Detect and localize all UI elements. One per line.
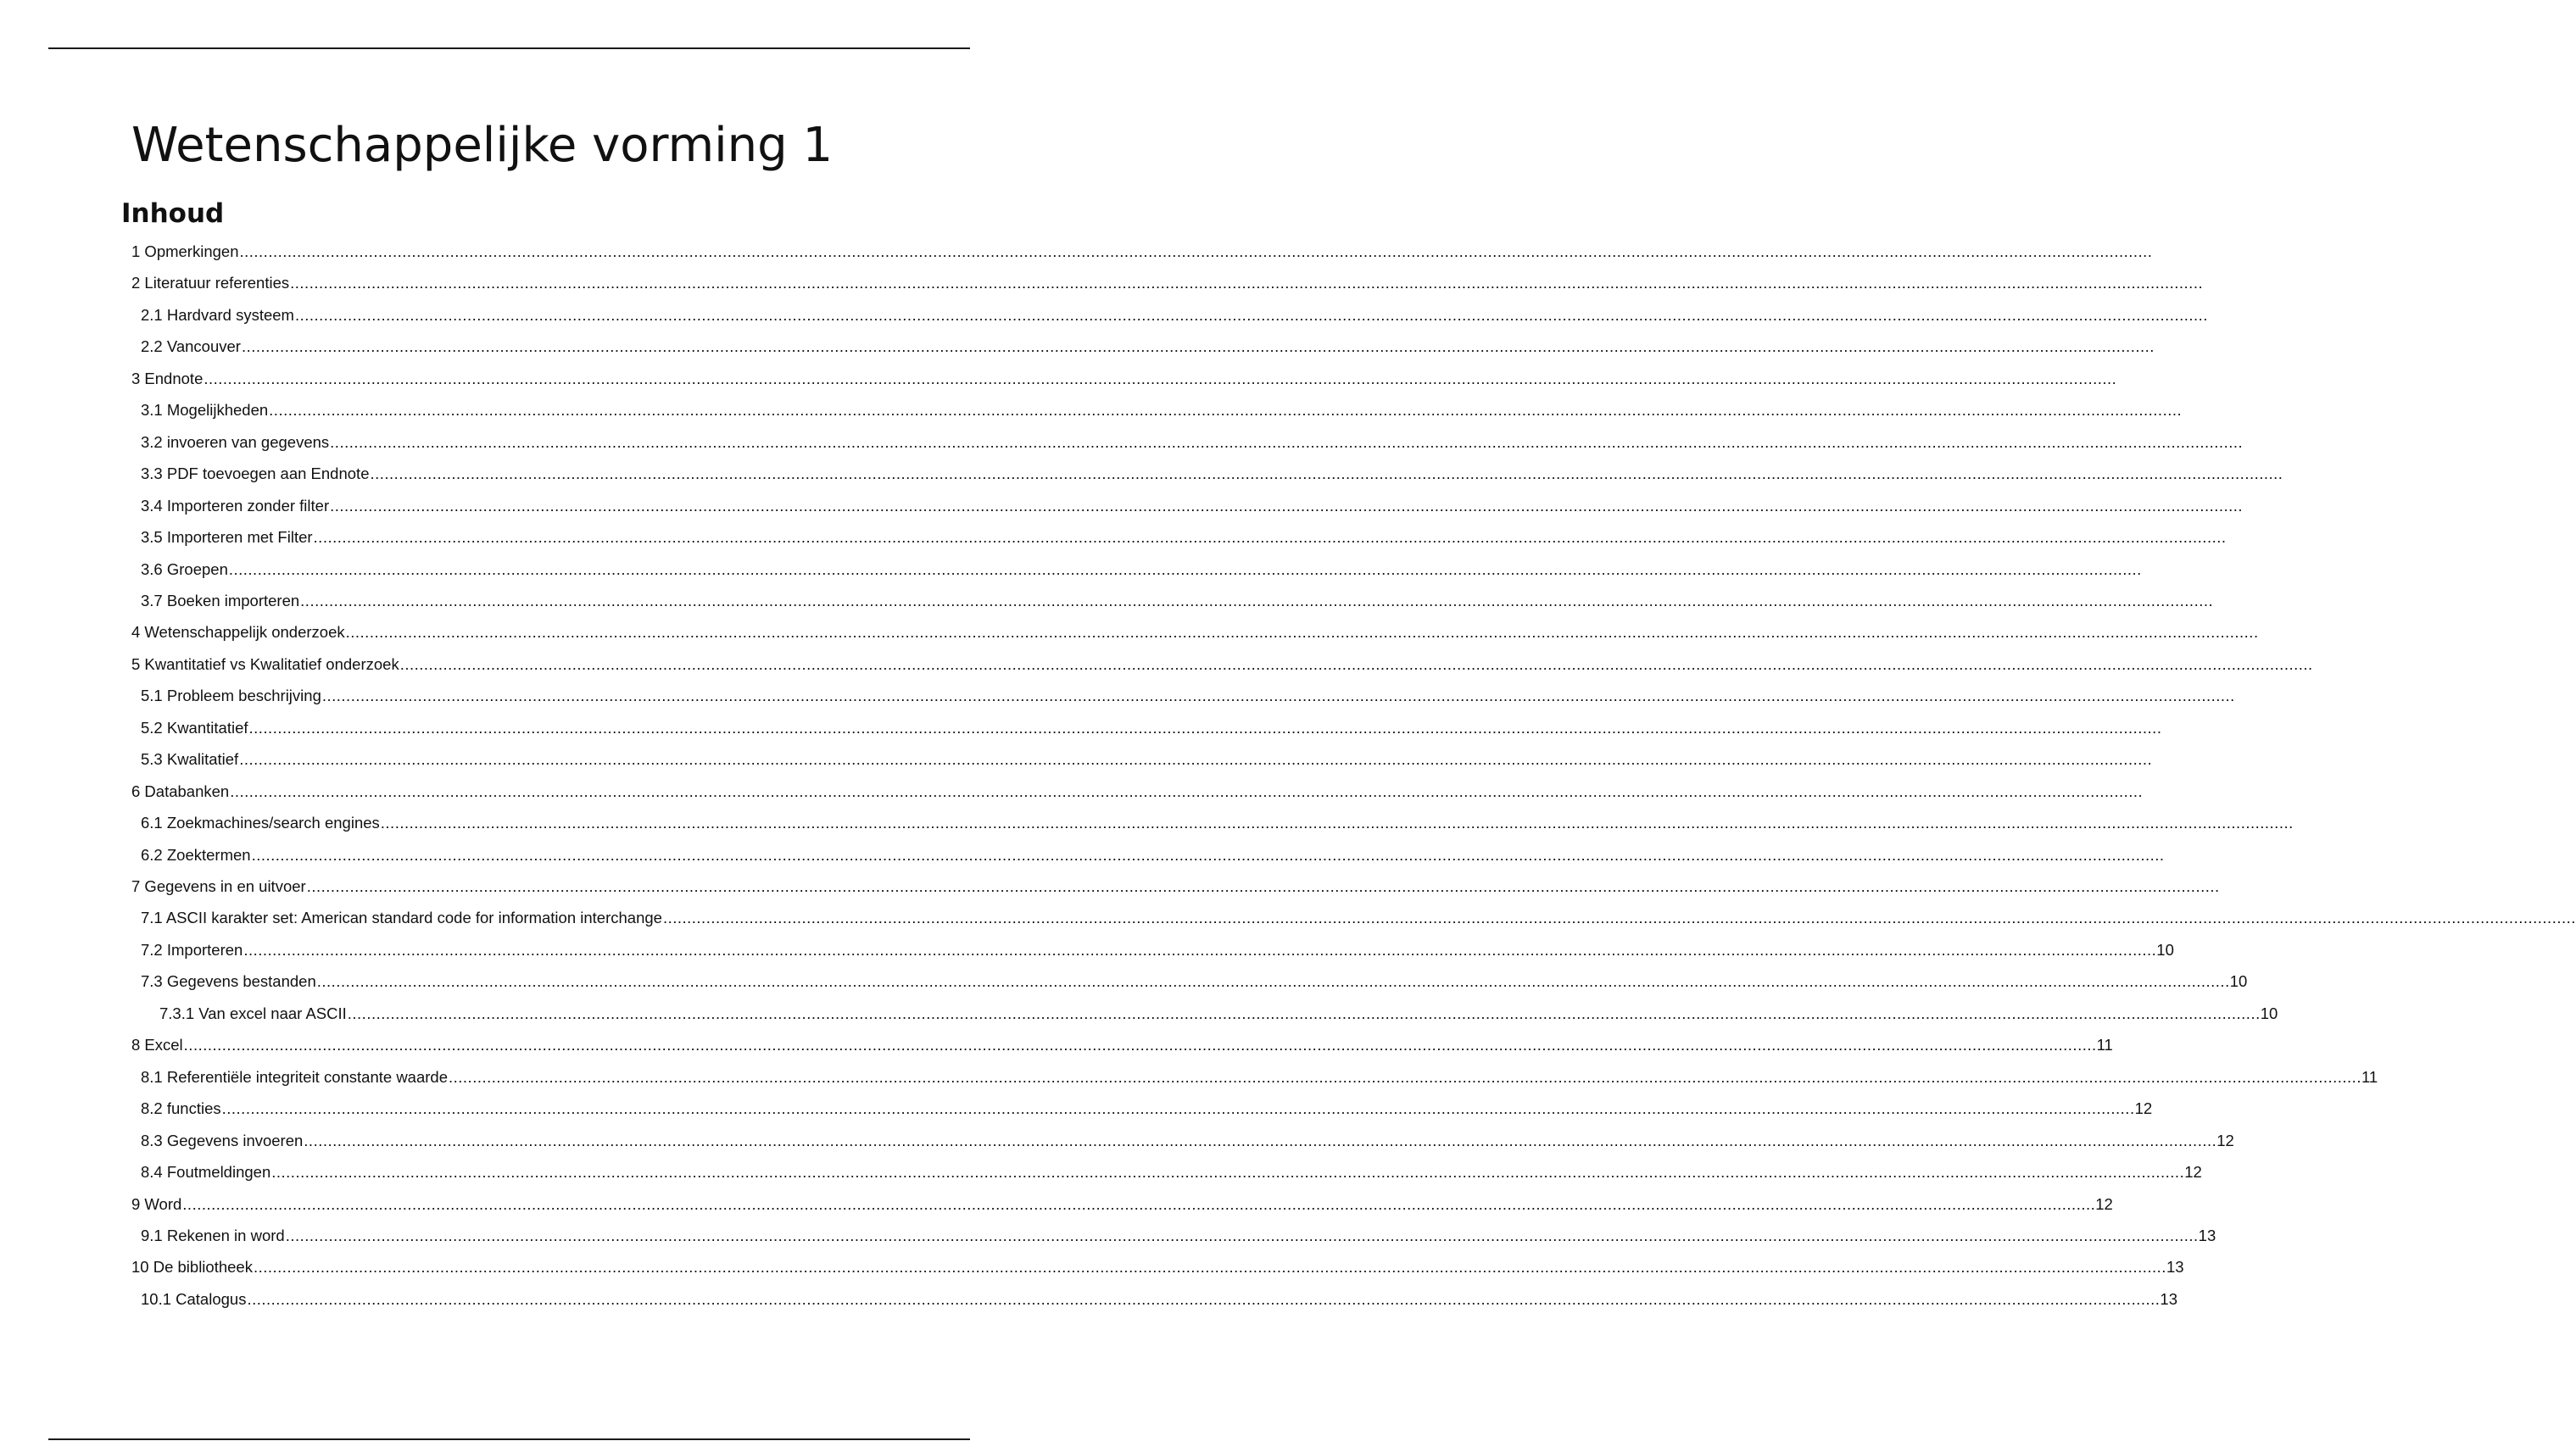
- document-title: Wetenschappelijke vorming 1: [131, 118, 834, 173]
- toc-entry-label: 10.1 Catalogus: [141, 1289, 247, 1308]
- toc-entry[interactable]: [141, 588, 2214, 614]
- toc-entry[interactable]: [141, 430, 2244, 455]
- toc-entry-page-number: 11: [2361, 1067, 2378, 1086]
- toc-entry-label: 3.1 Mogelijkheden: [141, 401, 269, 420]
- toc-entry-page-number: 12: [2184, 1163, 2202, 1182]
- toc-entry-page-number: 12: [2095, 1194, 2113, 1213]
- toc-dot-leader: ................................................................................................................................................................................................................................................................................................................................................................................................................: [662, 909, 2576, 927]
- toc-dot-leader: ................................................................................................................................................................................................................................................................................................................................................................................................................: [330, 496, 2244, 515]
- toc-dot-leader: ................................................................................................................................................................................................................................................................................................................................................................................................................: [347, 1004, 2261, 1022]
- toc-dot-leader: ................................................................................................................................................................................................................................................................................................................................................................................................................: [290, 274, 2204, 292]
- toc-entry-label: 7.1 ASCII karakter set: American standard code for information interchange: [141, 909, 662, 927]
- toc-entry[interactable]: [131, 620, 2259, 645]
- toc-entry-label: 3.5 Importeren met Filter: [141, 528, 313, 547]
- toc-dot-leader: ................................................................................................................................................................................................................................................................................................................................................................................................................: [228, 559, 2142, 578]
- toc-dot-leader: ................................................................................................................................................................................................................................................................................................................................................................................................................: [285, 1226, 2199, 1244]
- toc-entry-label: 2 Literatuur referenties: [131, 274, 290, 292]
- toc-entry[interactable]: [141, 683, 2235, 709]
- toc-dot-leader: ................................................................................................................................................................................................................................................................................................................................................................................................................: [183, 1036, 2097, 1054]
- toc-dot-leader: ................................................................................................................................................................................................................................................................................................................................................................................................................: [253, 1258, 2166, 1277]
- toc-dot-leader: ................................................................................................................................................................................................................................................................................................................................................................................................................: [300, 591, 2214, 609]
- toc-dot-leader: ................................................................................................................................................................................................................................................................................................................................................................................................................: [239, 750, 2153, 769]
- toc-entry-label: 8.2 functies: [141, 1099, 221, 1118]
- toc-dot-leader: ................................................................................................................................................................................................................................................................................................................................................................................................................: [269, 401, 2183, 420]
- toc-entry[interactable]: [131, 366, 2117, 392]
- toc-dot-leader: ................................................................................................................................................................................................................................................................................................................................................................................................................: [449, 1067, 2361, 1086]
- toc-dot-leader: ................................................................................................................................................................................................................................................................................................................................................................................................................: [182, 1194, 2096, 1213]
- toc-entry[interactable]: [141, 905, 2576, 931]
- toc-entry-page-number: 11: [2096, 1036, 2113, 1054]
- toc-entry[interactable]: [141, 937, 2174, 963]
- toc-entry[interactable]: [141, 493, 2244, 519]
- toc-dot-leader: ................................................................................................................................................................................................................................................................................................................................................................................................................: [271, 1163, 2185, 1182]
- toc-dot-leader: ................................................................................................................................................................................................................................................................................................................................................................................................................: [243, 940, 2157, 959]
- toc-entry[interactable]: [141, 1128, 2234, 1154]
- toc-entry-label: 7.2 Importeren: [141, 940, 243, 959]
- toc-dot-leader: ................................................................................................................................................................................................................................................................................................................................................................................................................: [306, 877, 2220, 895]
- toc-entry-label: 4 Wetenschappelijk onderzoek: [131, 623, 345, 642]
- toc-entry-label: 8 Excel: [131, 1036, 183, 1054]
- toc-entry-label: 1 Opmerkingen: [131, 242, 239, 260]
- toc-entry[interactable]: [141, 1287, 2177, 1312]
- toc-dot-leader: ................................................................................................................................................................................................................................................................................................................................................................................................................: [241, 337, 2155, 356]
- toc-dot-leader: ................................................................................................................................................................................................................................................................................................................................................................................................................: [294, 305, 2208, 324]
- toc-dot-leader: ................................................................................................................................................................................................................................................................................................................................................................................................................: [248, 718, 2162, 737]
- toc-dot-leader: ................................................................................................................................................................................................................................................................................................................................................................................................................: [239, 242, 2153, 260]
- toc-dot-leader: ................................................................................................................................................................................................................................................................................................................................................................................................................: [204, 369, 2117, 387]
- toc-entry-label: 9.1 Rekenen in word: [141, 1226, 285, 1244]
- toc-entry[interactable]: [131, 1192, 2113, 1217]
- toc-entry[interactable]: [141, 843, 2165, 868]
- toc-entry-label: 3.4 Importeren zonder filter: [141, 496, 330, 515]
- toc-entry-label: 7.3 Gegevens bestanden: [141, 972, 316, 991]
- toc-entry-label: 5.3 Kwalitatief: [141, 750, 239, 769]
- toc-dot-leader: ................................................................................................................................................................................................................................................................................................................................................................................................................: [380, 814, 2294, 832]
- toc-entry-label: 9 Word: [131, 1194, 182, 1213]
- toc-entry[interactable]: [141, 715, 2162, 741]
- toc-entry[interactable]: [131, 239, 2153, 264]
- toc-entry[interactable]: [141, 810, 2294, 836]
- toc-dot-leader: ................................................................................................................................................................................................................................................................................................................................................................................................................: [345, 623, 2259, 642]
- toc-entry[interactable]: [141, 334, 2155, 359]
- toc-dot-leader: ................................................................................................................................................................................................................................................................................................................................................................................................................: [321, 687, 2235, 705]
- toc-entry-label: 8.1 Referentiële integriteit constante waarde: [141, 1067, 448, 1086]
- toc-entry-page-number: 10: [2229, 972, 2248, 991]
- toc-dot-leader: ................................................................................................................................................................................................................................................................................................................................................................................................................: [370, 465, 2283, 483]
- toc-entry-label: 3.6 Groepen: [141, 559, 228, 578]
- toc-entry-page-number: 10: [2260, 1004, 2278, 1022]
- toc-dot-leader: ................................................................................................................................................................................................................................................................................................................................................................................................................: [399, 654, 2313, 673]
- toc-entry-page-number: 12: [2134, 1099, 2153, 1118]
- toc-entry-label: 7.3.1 Van excel naar ASCII: [159, 1004, 347, 1022]
- toc-entry-page-number: 10: [2156, 940, 2174, 959]
- toc-entry[interactable]: [131, 652, 2313, 677]
- toc-entry-label: 5.2 Kwantitatief: [141, 718, 248, 737]
- toc-entry-label: 3.7 Boeken importeren: [141, 591, 300, 609]
- toc-dot-leader: ................................................................................................................................................................................................................................................................................................................................................................................................................: [251, 845, 2165, 864]
- footer-rule: [48, 1438, 970, 1440]
- toc-entry-label: 2.2 Vancouver: [141, 337, 241, 356]
- toc-dot-leader: ................................................................................................................................................................................................................................................................................................................................................................................................................: [313, 528, 2227, 547]
- toc-entry[interactable]: [141, 461, 2283, 487]
- toc-entry-label: 3 Endnote: [131, 369, 204, 387]
- toc-dot-leader: ................................................................................................................................................................................................................................................................................................................................................................................................................: [230, 782, 2144, 800]
- toc-entry-label: 6 Databanken: [131, 782, 230, 800]
- toc-entry-label: 8.3 Gegevens invoeren: [141, 1131, 304, 1149]
- toc-dot-leader: ................................................................................................................................................................................................................................................................................................................................................................................................................: [330, 432, 2244, 451]
- toc-entry[interactable]: [141, 1096, 2153, 1121]
- toc-entry[interactable]: [141, 969, 2248, 994]
- toc-entry-label: 2.1 Hardvard systeem: [141, 305, 294, 324]
- toc-entry[interactable]: [131, 779, 2144, 804]
- toc-dot-leader: ................................................................................................................................................................................................................................................................................................................................................................................................................: [304, 1131, 2217, 1149]
- toc-entry[interactable]: [131, 874, 2220, 899]
- toc-entry[interactable]: [131, 270, 2204, 296]
- toc-entry-label: 7 Gegevens in en uitvoer: [131, 877, 306, 895]
- toc-entry-page-number: 13: [2166, 1258, 2184, 1277]
- toc-heading: Inhoud: [121, 198, 225, 229]
- toc-entry[interactable]: [141, 303, 2208, 328]
- toc-entry[interactable]: [141, 525, 2227, 550]
- toc-entry-label: 3.3 PDF toevoegen aan Endnote: [141, 465, 370, 483]
- toc-entry-label: 8.4 Foutmeldingen: [141, 1163, 271, 1182]
- toc-entry-label: 10 De bibliotheek: [131, 1258, 253, 1277]
- toc-entry[interactable]: [131, 1255, 2184, 1280]
- toc-entry[interactable]: [131, 1032, 2113, 1058]
- toc-entry-label: 6.2 Zoektermen: [141, 845, 251, 864]
- toc-entry-label: 5 Kwantitatief vs Kwalitatief onderzoek: [131, 654, 399, 673]
- toc-entry[interactable]: [141, 1223, 2216, 1249]
- toc-entry-label: 6.1 Zoekmachines/search engines: [141, 814, 380, 832]
- toc-dot-leader: ................................................................................................................................................................................................................................................................................................................................................................................................................: [316, 972, 2230, 991]
- toc-entry[interactable]: [141, 1065, 2378, 1090]
- toc-entry[interactable]: [141, 747, 2153, 772]
- toc-entry[interactable]: [159, 1001, 2278, 1027]
- toc-entry[interactable]: [141, 1160, 2202, 1185]
- toc-entry-label: 5.1 Probleem beschrijving: [141, 687, 321, 705]
- toc-entry-page-number: 13: [2160, 1289, 2177, 1308]
- toc-dot-leader: ................................................................................................................................................................................................................................................................................................................................................................................................................: [247, 1289, 2161, 1308]
- toc-entry-page-number: 12: [2216, 1131, 2234, 1149]
- toc-entry-label: 3.2 invoeren van gegevens: [141, 432, 330, 451]
- toc-entry-page-number: 13: [2198, 1226, 2216, 1244]
- toc-dot-leader: ................................................................................................................................................................................................................................................................................................................................................................................................................: [221, 1099, 2135, 1118]
- toc-entry[interactable]: [141, 398, 2183, 423]
- header-rule: [48, 47, 970, 49]
- toc-entry[interactable]: [141, 557, 2142, 582]
